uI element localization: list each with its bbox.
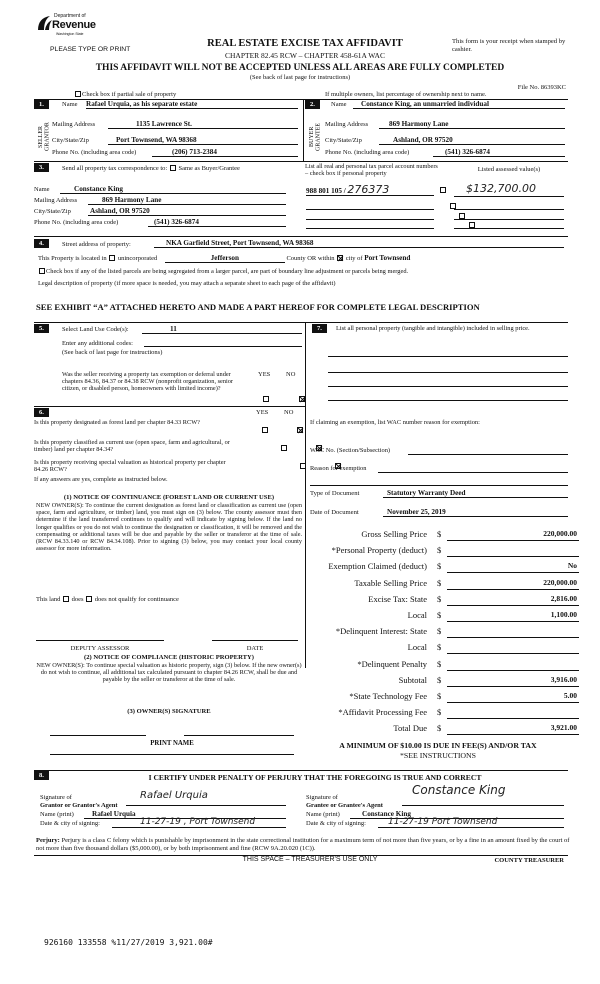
seller-phone-label: Phone No. (including area code)	[52, 149, 137, 156]
exempt-no-checkbox[interactable]	[299, 396, 305, 402]
fee-underline	[447, 540, 579, 541]
forest-no-checkbox[interactable]	[297, 427, 303, 433]
historic-notice	[36, 654, 302, 683]
segregated-checkbox[interactable]	[39, 268, 45, 274]
this-land-label: This land	[36, 596, 61, 603]
multiple-owners-note: If multiple owners, list percentage of ownership next to name.	[325, 91, 487, 98]
fee-underline	[447, 556, 579, 557]
print-name-label: PRINT NAME	[150, 740, 194, 747]
fee-label: *Personal Property (deduct)	[331, 545, 427, 556]
partial-sale-label: Check box if partial sale of property	[82, 91, 177, 98]
fee-currency: $	[437, 642, 442, 653]
logo-state: Washington State	[56, 32, 84, 36]
same-as-buyer-checkbox[interactable]	[170, 165, 176, 171]
codes-see-back: (See back of last page for instructions)	[62, 349, 163, 356]
unincorporated-checkbox[interactable]	[109, 255, 115, 261]
dor-logo	[36, 12, 106, 40]
fee-label: *Delinquent Penalty	[357, 658, 427, 669]
city-of-checkbox[interactable]	[337, 255, 343, 261]
fee-row	[313, 611, 579, 624]
fee-row	[313, 546, 579, 559]
buyer-phone-label: Phone No. (including area code)	[325, 149, 410, 156]
fee-label: Excise Tax: State	[368, 593, 427, 604]
corr-name-label: Name	[34, 186, 50, 193]
segregated-row	[38, 268, 408, 275]
exempt-yes-checkbox[interactable]	[263, 396, 269, 402]
exhibit-line: SEE EXHIBIT “A” ATTACHED HERETO AND MADE A PART HEREOF FOR COMPLETE LEGAL DESCRIPTION	[36, 302, 480, 312]
forest-yes-checkbox[interactable]	[262, 427, 268, 433]
section-7-number: 7.	[312, 324, 327, 333]
grantor-date-label: Date & city of signing:	[40, 820, 100, 827]
forest-question: Is this property designated as forest land per chapter 84.33 RCW?	[34, 419, 200, 426]
s6-yes-header: YES	[256, 409, 269, 416]
continuance-notice	[36, 494, 302, 553]
receipt-note: This form is your receipt when stamped by cashier.	[452, 38, 566, 53]
exempt-question	[62, 371, 304, 407]
assessed-value-2[interactable]	[454, 202, 564, 210]
exemption-reason-label: Reason for exemption	[310, 465, 367, 472]
see-back-note: (See back of last page for instructions)	[249, 74, 351, 81]
does-not-label: does not qualify for continuance	[94, 596, 179, 603]
section-5-number: 5.	[34, 324, 49, 333]
fee-underline	[447, 589, 579, 590]
exempt-no-header: NO	[286, 371, 296, 378]
fee-underline	[447, 670, 579, 671]
fee-label: *Delinquent Interest: State	[335, 626, 427, 637]
wac-input[interactable]	[408, 447, 568, 455]
seller-name-label: Name	[62, 101, 78, 108]
correspondence-row	[62, 165, 240, 172]
exemption-reason-input[interactable]	[378, 465, 568, 473]
parcel-row-4[interactable]	[306, 221, 434, 229]
buyer-name-label: Name	[331, 101, 347, 108]
fee-currency: $	[437, 545, 442, 556]
fee-value[interactable]: 3,916.00	[550, 674, 577, 684]
fee-value[interactable]: 5.00	[563, 691, 577, 700]
parcel-header: List all real and personal tax parcel account numbers – check box if personal property	[305, 163, 438, 178]
fee-underline	[447, 637, 579, 638]
seller-phone[interactable]: (206) 713-2384	[152, 148, 298, 157]
fee-row	[313, 643, 579, 656]
personal-property-label: List all personal property (tangible and intangible) included in selling price.	[336, 325, 530, 332]
grantor-print-label: Name (print)	[40, 811, 74, 818]
continuance-text: NEW OWNER(S): To continue the current designation as forest land or classification as current use (open space, farm and agriculture, or timber) land, you must sign on (3) below. The county assessor must then determine if the land transferred continues to qualify and will indicate by signing below. If the land no longer qualifies or you do not wish to continue the designation or classification, it will be removed and the compensating or additional taxes will be due and payable by the seller or transferor at the time of sale. (RCW 84.33.140 or RCW 84.34.108). Prior to signing (3) below, you may contact your local county assessor for more information.	[36, 501, 302, 553]
minimum-notice: A MINIMUM OF $10.00 IS DUE IN FEE(S) AND/OR TAX	[339, 741, 537, 750]
buyer-phone[interactable]: (541) 326-6874	[433, 148, 565, 157]
s6-no-header: NO	[284, 409, 294, 416]
buyer-mailing[interactable]: 869 Harmony Lane	[379, 120, 565, 129]
corr-phone-label: Phone No. (including area code)	[34, 219, 119, 226]
seller-name[interactable]: Rafael Urquia, as his separate estate	[86, 100, 298, 109]
property-county[interactable]: Jefferson	[165, 254, 285, 263]
seller-section	[34, 100, 302, 160]
additional-codes-label: Enter any additional codes:	[62, 340, 133, 347]
fee-currency: $	[437, 577, 442, 588]
fee-underline	[447, 734, 579, 735]
section-6-number: 6.	[34, 408, 49, 417]
file-number: File No. 86393KC	[517, 84, 566, 91]
section-6	[34, 407, 304, 487]
continuance-title: (1) NOTICE OF CONTINUANCE (FOREST LAND OR CURRENT USE)	[63, 494, 275, 501]
form-chapter: CHAPTER 82.45 RCW – CHAPTER 458-61A WAC	[225, 51, 385, 60]
qualify-row	[36, 596, 179, 603]
fee-value[interactable]: No	[567, 561, 577, 571]
located-row	[38, 254, 564, 263]
buyer-section	[305, 100, 567, 160]
fee-row	[313, 708, 579, 721]
fee-underline	[447, 572, 579, 573]
fee-currency: $	[437, 707, 442, 718]
doc-type-label: Type of Document	[310, 490, 360, 497]
historic-question: Is this property receiving special valuation as historical property per chapter 84.26 RCW?	[34, 459, 226, 474]
property-street[interactable]: NKA Garfield Street, Port Townsend, WA 98368	[154, 239, 564, 248]
grantee-sig-of: Signature of	[306, 794, 338, 801]
fee-row	[313, 579, 579, 592]
fee-currency: $	[437, 658, 442, 669]
additional-codes-input[interactable]	[144, 340, 302, 347]
fee-label: Taxable Selling Price	[354, 577, 427, 588]
parcel-hand: 276373	[347, 183, 390, 196]
form-title: REAL ESTATE EXCISE TAX AFFIDAVIT	[207, 38, 403, 49]
grantee-signature[interactable]: Constance King	[402, 784, 564, 806]
seller-mailing[interactable]: 1135 Lawrence St.	[108, 120, 298, 129]
grantor-signature-block	[40, 790, 290, 830]
fee-underline	[447, 702, 579, 703]
personal-property-line-3[interactable]	[328, 379, 568, 387]
fee-currency: $	[437, 529, 442, 539]
corr-phone[interactable]: (541) 326-6874	[148, 218, 286, 227]
perjury-note	[36, 837, 570, 853]
section-3-number: 3.	[34, 163, 49, 172]
section-1-number: 1.	[34, 100, 49, 109]
grantor-signature[interactable]: Rafael Urquia	[126, 790, 286, 806]
seller-mailing-label: Mailing Address	[52, 121, 96, 128]
parcel-row-2[interactable]	[306, 202, 434, 210]
parcel-1-personal-checkbox[interactable]	[440, 187, 446, 193]
answers-note: If any answers are yes, complete as instructed below.	[34, 476, 168, 483]
assessed-value-3[interactable]	[454, 212, 564, 220]
assessor-date-label: DATE	[246, 645, 264, 652]
wac-label: WAC No. (Section/Subsection)	[310, 447, 391, 454]
street-label: Street address of property:	[62, 241, 131, 248]
logo-name: Revenue	[52, 19, 96, 31]
grantee-signature-block	[306, 783, 568, 830]
buyer-city-label: City/State/Zip	[325, 137, 362, 144]
exempt-question-text: Was the seller receiving a property tax exemption or deferral under chapters 84.36, 84.37 or 84.38 RCW (nonprofit organization, senior citizen, or disabled person, homeowners with limited income)?	[62, 371, 233, 393]
fee-currency: $	[437, 626, 442, 637]
corr-mailing-label: Mailing Address	[34, 197, 78, 204]
section-4	[34, 238, 568, 294]
fee-label: Local	[407, 642, 427, 653]
doc-date-label: Date of Document	[310, 509, 359, 516]
fee-label: Total Due	[393, 723, 427, 734]
fee-currency: $	[437, 723, 442, 734]
section-8-number: 8.	[34, 771, 49, 780]
owner-signature-label: (3) OWNER(S) SIGNATURE	[127, 708, 211, 715]
does-label: does	[71, 596, 84, 603]
fee-label: *State Technology Fee	[349, 691, 427, 701]
doc-date[interactable]: November 25, 2019	[383, 508, 568, 517]
send-label: Send all property tax correspondence to:	[62, 165, 168, 172]
fee-label: Subtotal	[398, 674, 427, 685]
fee-underline	[447, 686, 579, 687]
segregated-label: Check box if any of the listed parcels are being segregated from a larger parcel, are part of boundary line adjustment or parcels being merged.	[46, 268, 409, 275]
seller-city-label: City/State/Zip	[52, 137, 89, 144]
logo-dept: Department of	[54, 13, 86, 19]
fee-currency: $	[437, 610, 442, 620]
fee-currency: $	[437, 561, 442, 572]
section-7	[308, 323, 568, 473]
fee-row	[313, 627, 579, 640]
parcel-typed: 988 801 105 /	[306, 187, 346, 195]
fee-row	[313, 660, 579, 673]
historic-text: NEW OWNER(S): To continue special valuation as historic property, sign (3) below. If the new owner(s) do not wish to continue, all additional tax calculated pursuant to chapter 84.26 RCW, shall be due and payable by the seller or transferor at the time of sale.	[36, 661, 302, 684]
doc-type[interactable]: Statutory Warranty Deed	[383, 489, 568, 498]
unincorporated-label: unincorporated	[117, 255, 158, 262]
legal-desc-label: Legal description of property (if more space is needed, you may attach a separate sheet to each page of the affidavit)	[38, 280, 336, 287]
grantor-sig-label: Grantor or Grantor's Agent	[40, 802, 118, 809]
section-4-number: 4.	[34, 239, 49, 248]
fee-underline	[447, 653, 579, 654]
parcel-row-3[interactable]	[306, 212, 434, 220]
current-use-yes-checkbox[interactable]	[281, 445, 287, 451]
partial-sale-checkbox[interactable]	[75, 91, 81, 97]
fee-value[interactable]: 220,000.00	[543, 577, 577, 587]
fee-currency: $	[437, 674, 442, 685]
assessed-header: Listed assessed value(s)	[477, 166, 541, 173]
exempt-yes-header: YES	[258, 371, 271, 378]
land-use-code[interactable]: 11	[142, 325, 302, 334]
fee-underline	[447, 718, 579, 719]
partial-sale-row	[74, 91, 176, 98]
fee-underline	[447, 605, 579, 606]
fee-value[interactable]: 1,100.00	[550, 610, 577, 619]
fee-label: Local	[407, 610, 427, 620]
perjury-label: Perjury:	[36, 837, 60, 844]
county-treasurer: COUNTY TREASURER	[494, 857, 564, 864]
city-of-label: city of	[345, 255, 363, 262]
fee-value[interactable]: 3,921.00	[550, 723, 577, 733]
county-or-label: County OR within	[286, 255, 335, 262]
corr-city[interactable]: Ashland, OR 97520	[88, 207, 286, 216]
seller-side-label: SELLER GRANTOR	[38, 122, 51, 152]
exemption-reason-line-2[interactable]	[310, 478, 568, 486]
fee-row	[313, 595, 579, 608]
grantee-date-label: Date & city of signing:	[306, 820, 366, 827]
buyer-mailing-label: Mailing Address	[325, 121, 369, 128]
does-not-qualify-checkbox[interactable]	[86, 596, 92, 602]
buyer-city[interactable]: Ashland, OR 97520	[379, 136, 565, 145]
fee-row	[313, 724, 579, 737]
fee-label: Exemption Claimed (deduct)	[328, 561, 427, 572]
please-type: PLEASE TYPE OR PRINT	[50, 46, 131, 53]
grantor-sig-of: Signature of	[40, 794, 72, 801]
grantor-print-name[interactable]: Rafael Urquia	[84, 810, 286, 819]
fee-underline	[447, 621, 579, 622]
certify-statement: I CERTIFY UNDER PENALTY OF PERJURY THAT THE FOREGOING IS TRUE AND CORRECT	[148, 773, 482, 782]
buyer-side-label: BUYER GRANTEE	[309, 123, 322, 151]
fee-row	[313, 562, 579, 575]
fee-row	[313, 530, 579, 543]
land-use-label: Select Land Use Code(s):	[62, 326, 129, 333]
property-city[interactable]: Port Townsend	[364, 254, 411, 262]
section-2-number: 2.	[305, 100, 320, 109]
same-as-label: Same as Buyer/Grantee	[178, 165, 240, 172]
exemption-claim-label: If claiming an exemption, list WAC number reason for exemption:	[310, 419, 480, 426]
deputy-assessor-label: DEPUTY ASSESSOR	[70, 645, 130, 652]
fee-value[interactable]: 220,000.00	[543, 529, 577, 538]
cashier-stamp: 926160 133558 %11/27/2019 3,921.00#	[44, 938, 213, 947]
fee-value[interactable]: 2,816.00	[550, 593, 577, 603]
grantee-sig-label: Grantee or Grantee's Agent	[306, 802, 383, 809]
fee-label: Gross Selling Price	[361, 529, 427, 539]
current-use-question: Is this property classified as current use (open space, farm and agricultural, or timber) land per chapter 84.34?	[34, 439, 230, 454]
does-qualify-checkbox[interactable]	[63, 596, 69, 602]
located-in-label: This Property is located in	[38, 255, 107, 262]
fee-currency: $	[437, 691, 442, 701]
personal-property-line-1[interactable]	[328, 349, 568, 357]
corr-name[interactable]: Constance King	[60, 185, 286, 194]
corr-city-label: City/State/Zip	[34, 208, 71, 215]
grantor-date-city[interactable]: 11-27-19 , Port Townsend	[112, 817, 286, 828]
fee-label: *Affidavit Processing Fee	[338, 707, 427, 718]
corr-mailing[interactable]: 869 Harmony Lane	[88, 196, 286, 205]
see-instructions: *SEE INSTRUCTIONS	[399, 751, 477, 760]
fee-row	[313, 692, 579, 705]
grantee-print-name[interactable]: Constance King	[350, 810, 564, 819]
buyer-name[interactable]: Constance King, an unmarried individual	[353, 100, 565, 109]
parcel-row-1[interactable]	[306, 184, 434, 196]
treasurer-space: THIS SPACE – TREASURER'S USE ONLY	[242, 856, 378, 863]
grantee-date-city[interactable]: 11-27-19 Port Townsend	[378, 817, 564, 828]
perjury-text: Perjury is a class C felony which is punishable by imprisonment in the state correctional institution for a maximum term of not more than five years, or by a fine in an amount fixed by the court of not more than five thousand dollars ($5,000.00), or by both imprisonment and fine (RCW 9A.20.020 (1C)).	[36, 837, 570, 852]
grantee-print-label: Name (print)	[306, 811, 340, 818]
personal-property-line-4[interactable]	[328, 393, 568, 401]
personal-property-line-2[interactable]	[328, 365, 568, 373]
section-3	[34, 162, 568, 228]
fee-currency: $	[437, 593, 442, 604]
assessed-value-4[interactable]	[454, 221, 564, 229]
fee-row	[313, 676, 579, 689]
assessed-value-1[interactable]: $132,700.00	[454, 183, 564, 197]
historic-title: (2) NOTICE OF COMPLIANCE (HISTORIC PROPERTY)	[84, 654, 254, 661]
seller-city[interactable]: Port Townsend, WA 98368	[108, 136, 298, 145]
form-warning: THIS AFFIDAVIT WILL NOT BE ACCEPTED UNLESS ALL AREAS ARE FULLY COMPLETED	[95, 63, 505, 73]
historic-yes-checkbox[interactable]	[300, 463, 306, 469]
